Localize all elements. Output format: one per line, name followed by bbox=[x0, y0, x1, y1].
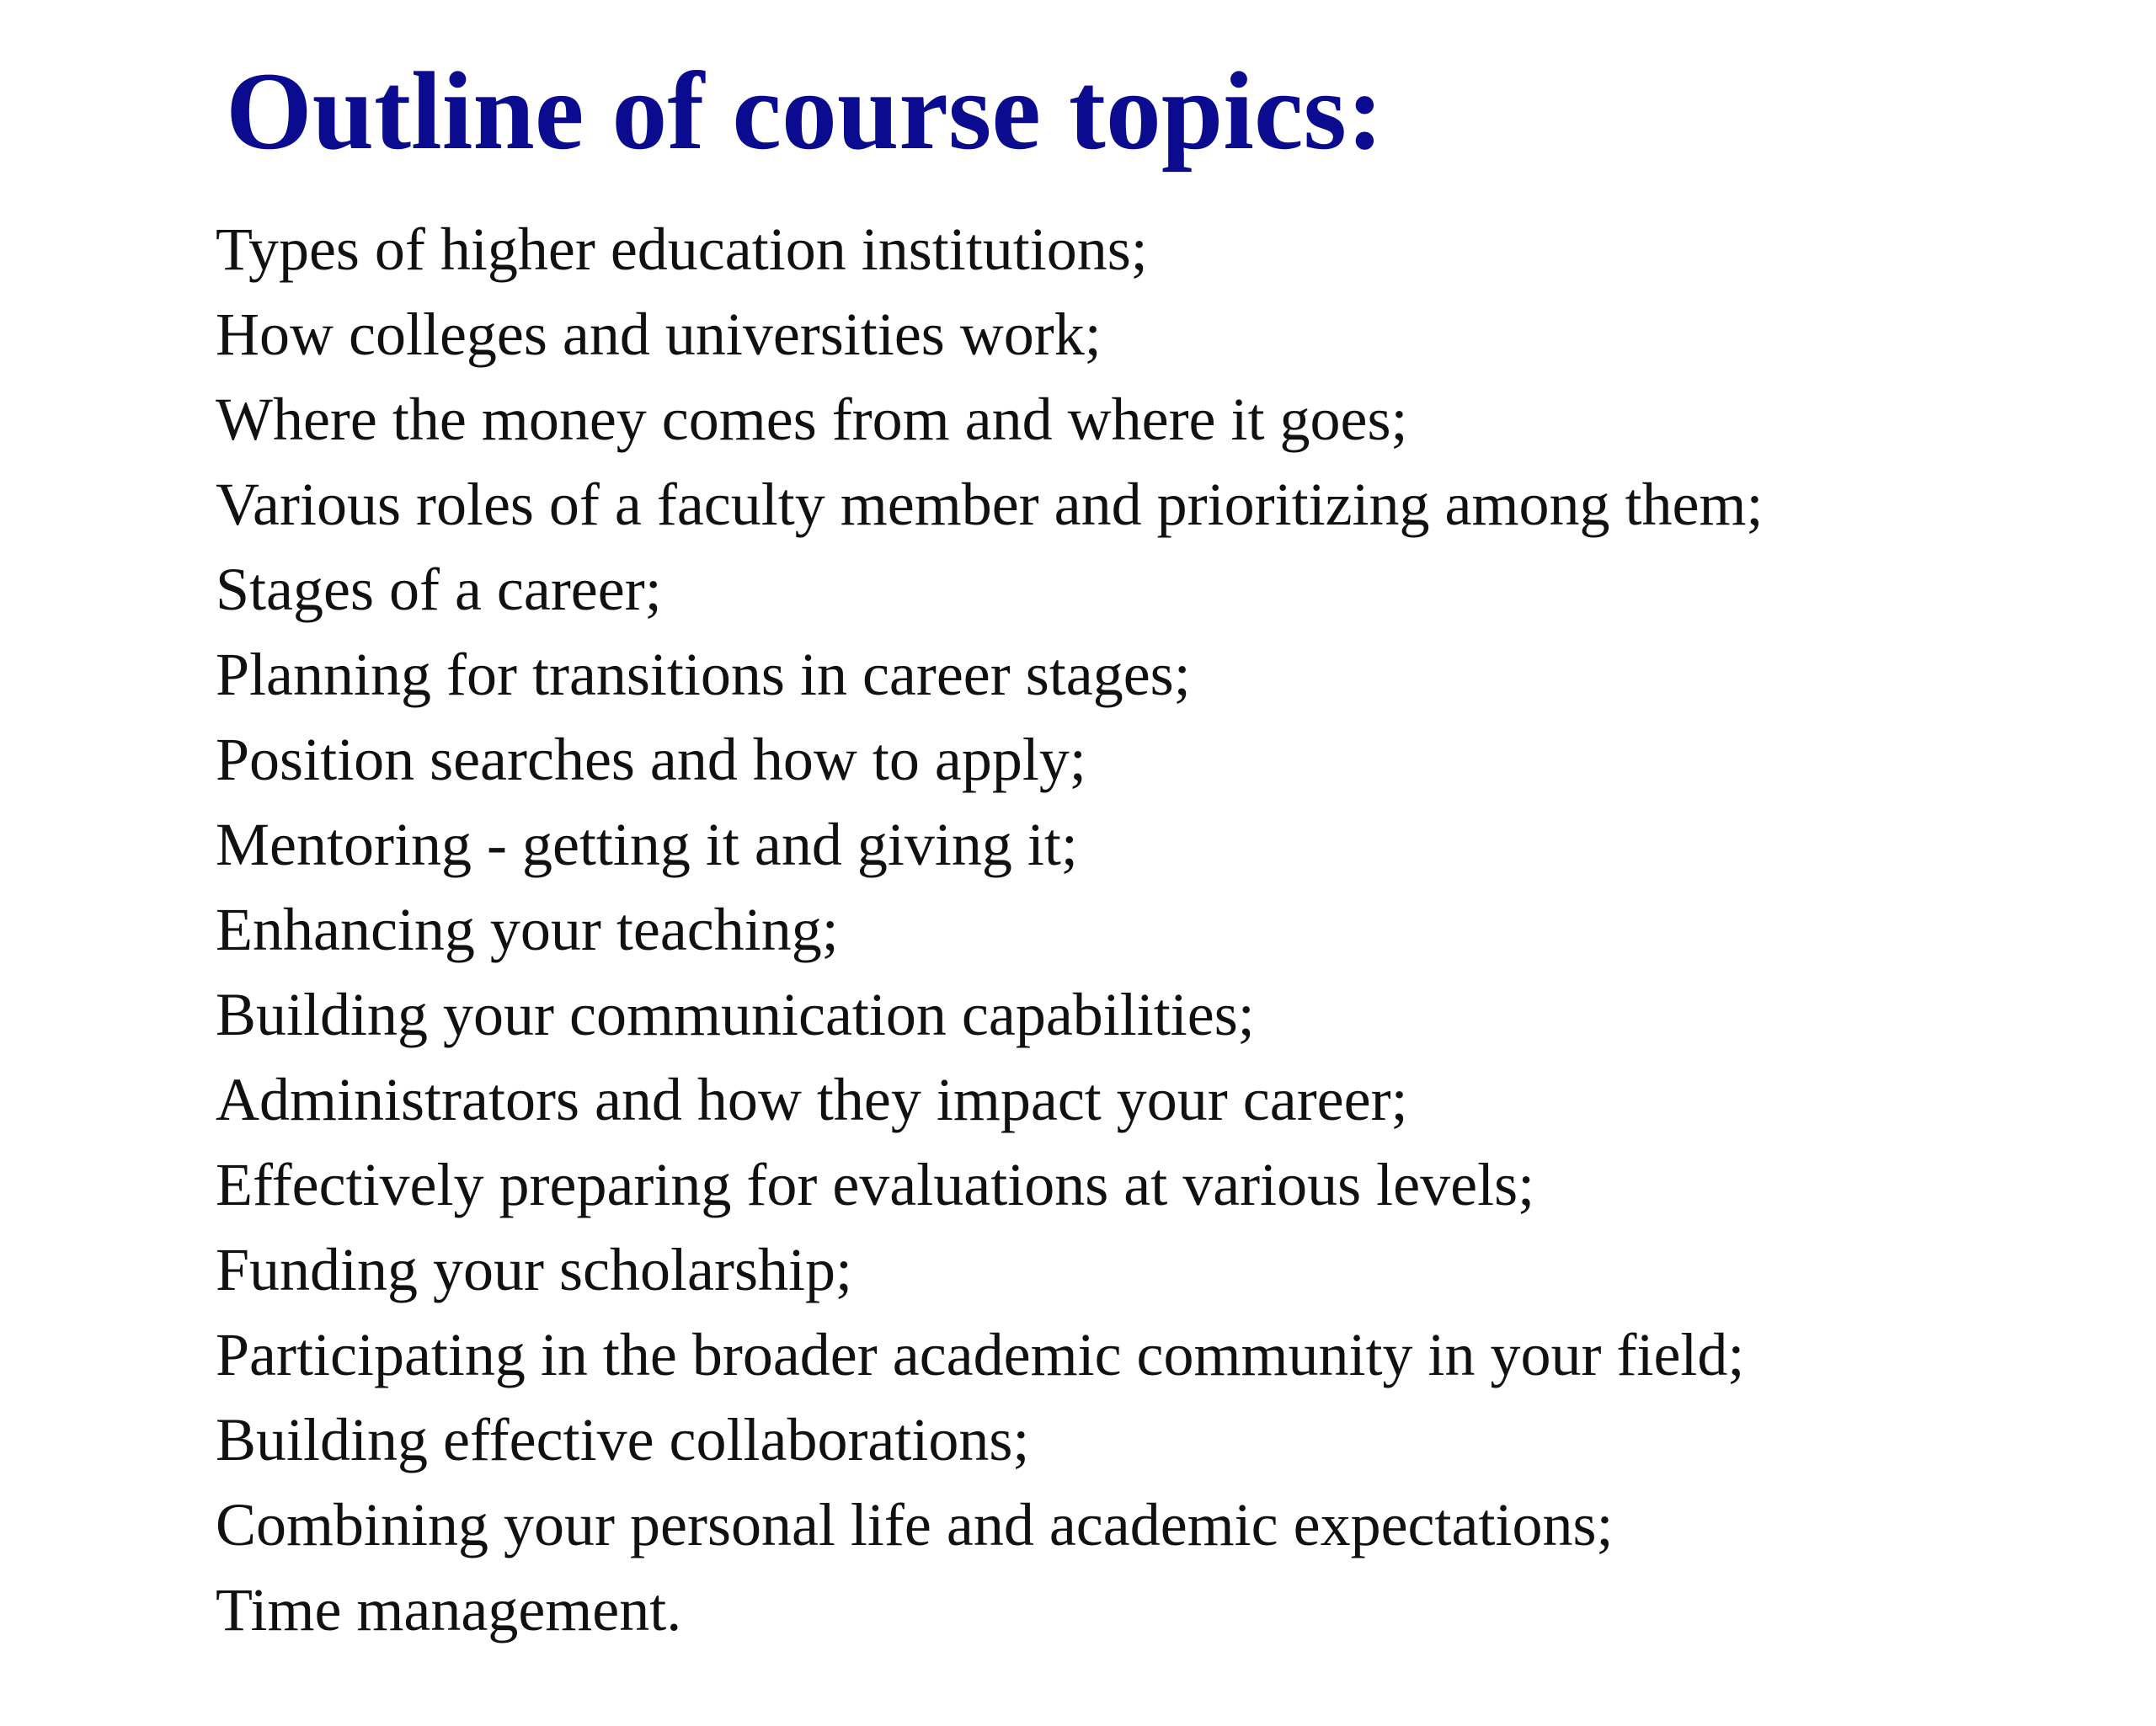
topic-item: Enhancing your teaching; bbox=[216, 896, 839, 963]
topic-item: Funding your scholarship; bbox=[216, 1236, 852, 1303]
topic-item: Position searches and how to apply; bbox=[216, 726, 1086, 793]
page-title: Outline of course topics: bbox=[226, 49, 1384, 173]
topic-item: Mentoring - getting it and giving it; bbox=[216, 811, 1078, 878]
topic-item: How colleges and universities work; bbox=[216, 301, 1102, 368]
topic-list bbox=[216, 207, 1763, 1653]
topic-item: Building your communication capabilities; bbox=[216, 981, 1255, 1048]
topic-item: Stages of a career; bbox=[216, 556, 662, 623]
topic-item: Effectively preparing for evaluations at various levels; bbox=[216, 1151, 1535, 1218]
topic-item: Types of higher education institutions; bbox=[216, 216, 1148, 283]
topic-item: Time management. bbox=[216, 1576, 682, 1643]
topic-item: Combining your personal life and academic expectations; bbox=[216, 1491, 1614, 1558]
topic-item: Participating in the broader academic community in your field; bbox=[216, 1321, 1745, 1388]
topic-item: Planning for transitions in career stages; bbox=[216, 641, 1191, 708]
topic-item: Building effective collaborations; bbox=[216, 1406, 1030, 1473]
topic-item: Various roles of a faculty member and prioritizing among them; bbox=[216, 471, 1764, 538]
topic-item: Where the money comes from and where it goes; bbox=[216, 386, 1408, 453]
topic-item: Administrators and how they impact your career; bbox=[216, 1066, 1408, 1133]
